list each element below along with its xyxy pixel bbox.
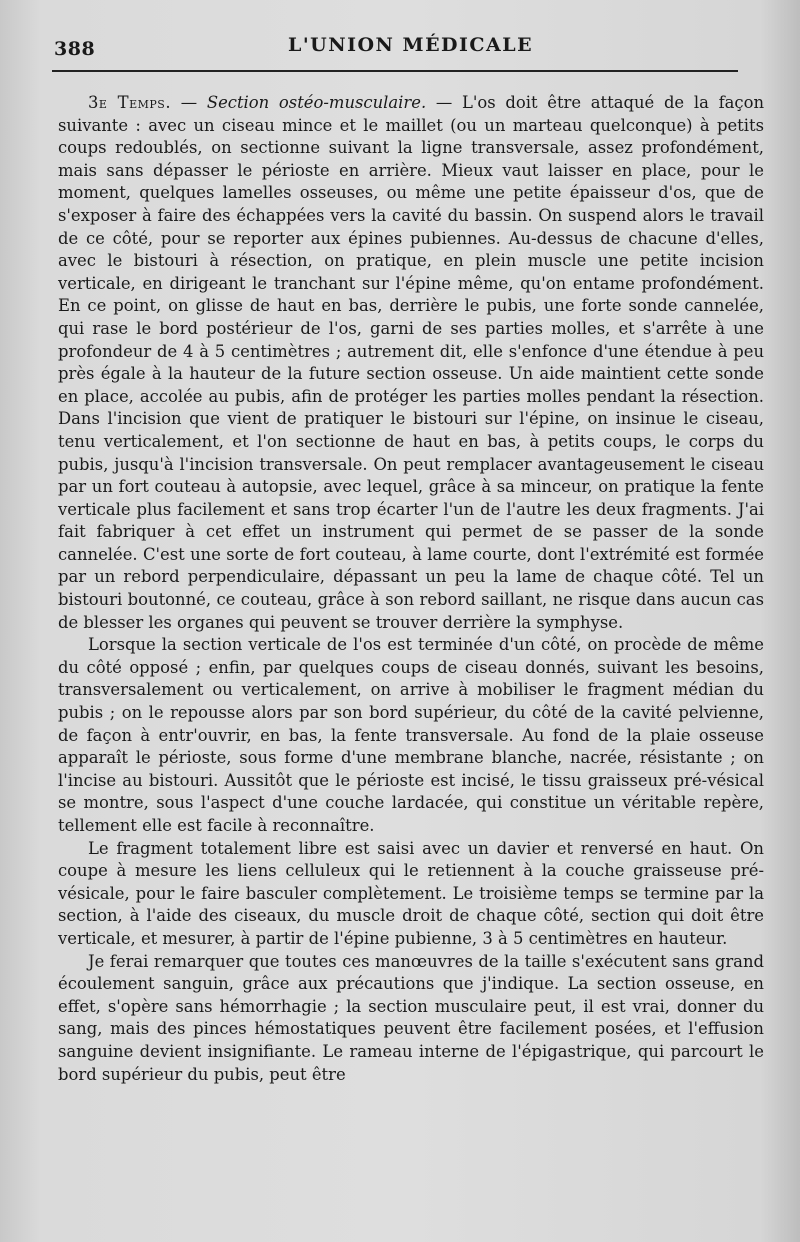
heading-dash: — bbox=[171, 93, 207, 112]
section-title: Section ostéo-musculaire. bbox=[206, 93, 427, 112]
paragraph-4: Je ferai remarquer que toutes ces manœuvres de la taille s'exécutent sans grand écoulement sanguin, grâce aux précautions que j'indique. La section osseuse, en effet, s'opère sans hémorrhagie ; la section musculaire peut, il est vrai, donner du sang, mais des pinces hémostatiques peuvent être facilement posées, et l'effusion sanguine devient insignifiante. Le rameau interne de l'épigastrique, qui parcourt le bord supérieur du pubis, peut être bbox=[58, 951, 764, 1084]
paragraph-3: Le fragment totalement libre est saisi avec un davier et renversé en haut. On coupe à mesure les liens celluleux qui le retiennent à la couche graisseuse pré-vésicale, pour le faire basculer complètement. Le troisième temps se termine par la section, à l'aide des ciseaux, du muscle droit de chaque côté, section qui doit être verticale, et mesurer, à partir de l'épine pubienne, 3 à 5 centimètres en hauteur. bbox=[58, 838, 764, 948]
header-rule bbox=[52, 70, 738, 72]
page-number: 388 bbox=[54, 38, 96, 60]
paragraph-text: L'os doit être attaqué de la façon suivante : avec un ciseau mince et le maillet (ou un marteau quelconque) à petits coups redoublés, on sectionne suivant la ligne transversale, assez profondément, mais sans dépasser le périoste en arrière. Mieux vaut laisser en place, pour le moment, quelques lamelles osseuses, ou même une petite épaisseur d'os, que de s'exposer à faire des échappées vers la cavité du bassin. On suspend alors le travail de ce côté, pour se reporter aux épines pubiennes. Au-dessus de chacune d'elles, avec le bistouri à résection, on pratique, en plein muscle une petite incision verticale, en dirigeant le tranchant sur l'épine même, qu'on entame profondément. En ce point, on glisse de haut en bas, derrière le pubis, une forte sonde cannelée, qui rase le bord postérieur de l'os, garni de ses parties molles, et s'arrête à une profondeur de 4 à 5 centimètres ; autrement dit, elle s'enfonce d'une étendue à peu près égale à la hauteur de la future section osseuse. Un aide maintient cette sonde en place, accolée au pubis, afin de protéger les parties molles pendant la résection. Dans l'incision que vient de pratiquer le bistouri sur l'épine, on insinue le ciseau, tenu verticalement, et l'on sectionne de haut en bas, à petits coups, le corps du pubis, jusqu'à l'incision transversale. On peut remplacer avantageusement le ciseau par un fort couteau à autopsie, avec lequel, grâce à sa minceur, on pratique la fente verticale plus facilement et sans trop écarter l'un de l'autre les deux fragments. J'ai fait fabriquer à cet effet un instrument qui permet de se passer de la sonde cannelée. C'est une sorte de fort couteau, à lame courte, dont l'extrémité est formée par un rebord perpendiculaire, dépassant un peu la lame de chaque côté. Tel un bistouri boutonné, ce couteau, grâce à son rebord saillant, ne risque dans aucun cas de blesser les organes qui peuvent se trouver derrière la symphyse. bbox=[58, 93, 765, 632]
page-header bbox=[50, 30, 744, 66]
article-body bbox=[58, 92, 764, 1086]
heading-dash: — bbox=[426, 93, 462, 112]
paragraph-1 bbox=[58, 92, 764, 634]
temps-label: 3e Temps. bbox=[88, 93, 172, 112]
running-title: L'UNION MÉDICALE bbox=[288, 34, 534, 56]
paragraph-2: Lorsque la section verticale de l'os est terminée d'un côté, on procède de même du côté opposé ; enfin, par quelques coups de ciseau donnés, suivant les besoins, transversalement ou verticalement, on arrive à mobiliser le fragment médian du pubis ; on le repousse alors par son bord supérieur, du côté de la cavité pelvienne, de façon à entr'ouvrir, en bas, la fente transversale. Au fond de la plaie osseuse apparaît le périoste, sous forme d'une membrane blanche, nacrée, résistante ; on l'incise au bistouri. Aussitôt que le périoste est incisé, le tissu graisseux pré-vésical se montre, sous l'aspect d'une couche lardacée, qui constitue un véritable repère, tellement elle est facile à reconnaître. bbox=[58, 635, 764, 835]
